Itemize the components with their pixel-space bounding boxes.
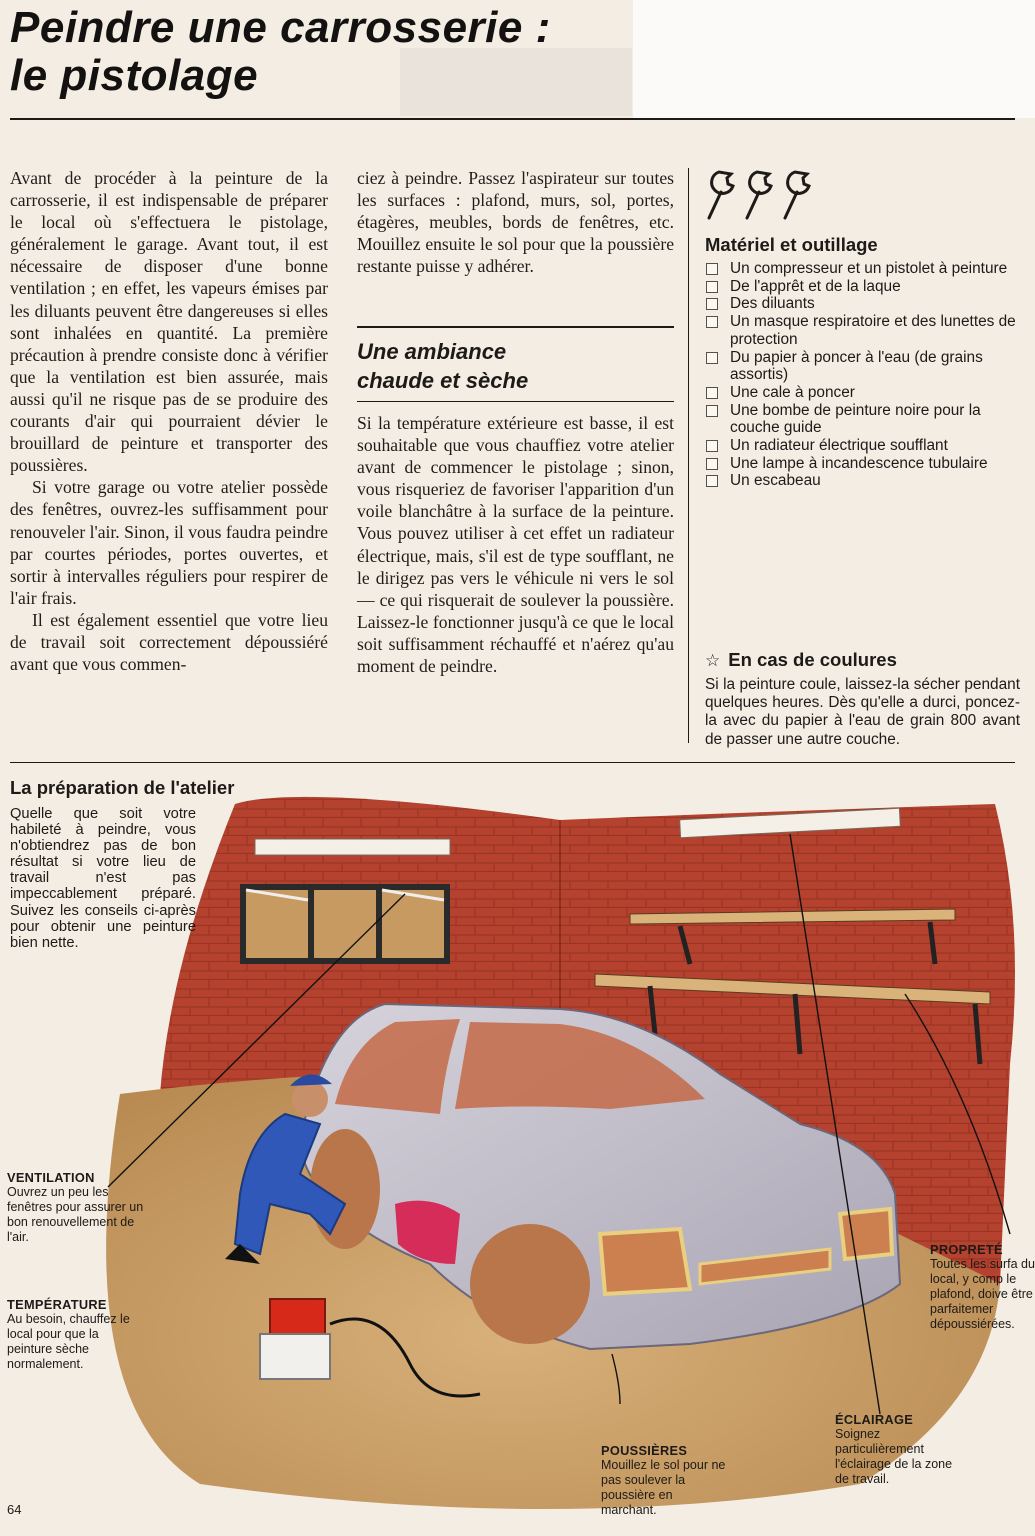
column-divider (688, 168, 689, 743)
faded-page-corner (633, 0, 1035, 118)
list-item (705, 455, 1020, 473)
callout-text: Ouvrez un peu les fenêtres pour assurer un bon renouvellement de l'air. (7, 1185, 144, 1244)
checkbox-icon (706, 475, 718, 487)
temperature-callout (7, 1297, 147, 1372)
checkbox-icon (706, 298, 718, 310)
callout-text: Mouillez le sol pour ne pas soulever la poussière en marchant. (601, 1458, 726, 1517)
callout-text: Toutes les surfa du local, y comp le plafond, doive être parfaitemer dépoussiérées. (930, 1257, 1035, 1331)
ventilation-callout (7, 1170, 157, 1245)
materials-title: Matériel et outillage (705, 234, 878, 255)
illustration-title: La préparation de l'atelier (10, 777, 235, 798)
section-subtitle: Une ambiance chaude et sèche (357, 339, 529, 393)
callout-title: TEMPÉRATURE (7, 1297, 107, 1312)
page-number: 64 (7, 1502, 22, 1517)
list-item-label: De l'apprêt et de la laque (730, 277, 901, 295)
list-item-label: Une lampe à incandescence tubulaire (730, 454, 988, 472)
list-item (705, 313, 1020, 348)
section-rule (10, 762, 1015, 763)
page-title: Peindre une carrosserie : le pistolage (10, 3, 551, 100)
checkbox-icon (706, 263, 718, 275)
list-item-label: Des diluants (730, 295, 815, 313)
list-item-label: Un escabeau (730, 472, 821, 490)
callout-title: POUSSIÈRES (601, 1443, 688, 1458)
checkbox-icon (706, 352, 718, 364)
paragraph: ciez à peindre. Passez l'aspirateur sur toutes les surfaces : plafond, murs, sol, portes, étagères, meubles, bords de fenêtres, etc. Mouillez ensuite le sol pour que la poussière restante puisse y adhérer. (357, 168, 674, 277)
eclairage-callout (835, 1412, 965, 1487)
list-item (705, 402, 1020, 437)
list-item (705, 260, 1020, 278)
callout-title: VENTILATION (7, 1170, 95, 1185)
checkbox-icon (706, 458, 718, 470)
star-icon: ☆ (705, 651, 721, 671)
wrench-icon (705, 168, 830, 222)
checkbox-icon (706, 316, 718, 328)
list-item-label: Du papier à poncer à l'eau (de grains assortis) (730, 348, 983, 384)
paragraph: Si votre garage ou votre atelier possède des fenêtres, ouvrez-les suffisamment pour renouveler l'air. Sinon, il vous faudra peindre par courtes périodes, portes ouvertes, et sortir à intervalles réguliers pour respirer de l'air frais. (10, 477, 328, 608)
paragraph: Il est également essentiel que votre lieu de travail soit correctement dépoussiéré avant que vous commen- (10, 609, 328, 675)
column-1 (10, 167, 328, 675)
section-rule (357, 326, 674, 328)
callout-title: ÉCLAIRAGE (835, 1412, 914, 1427)
title-rule (10, 118, 1015, 120)
illustration-intro: Quelle que soit votre habileté à peindre, vous n'obtiendrez pas de bon résultat si votre lieu de travail n'est pas impeccablement préparé. Suivez les conseils ci-après pour obtenir une peinture bien nette. (10, 806, 196, 951)
list-item-label: Un masque respiratoire et des lunettes de protection (730, 313, 1016, 348)
callout-text: Au besoin, chauffez le local pour que la peinture sèche normalement. (7, 1312, 130, 1371)
callout-text: Soignez particulièrement l'éclairage de la zone de travail. (835, 1427, 953, 1486)
checkbox-icon (706, 405, 718, 417)
list-item-label: Un compresseur et un pistolet à peinture (730, 260, 1008, 277)
list-item (705, 278, 1020, 296)
list-item-label: Un radiateur électrique soufflant (730, 437, 948, 455)
list-item (705, 349, 1020, 384)
coulures-title: En cas de coulures (728, 649, 897, 670)
list-item-label: Une bombe de peinture noire pour la couche guide (730, 401, 981, 437)
list-item (705, 384, 1020, 402)
paragraph: Avant de procéder à la peinture de la carrosserie, il est indispensable de préparer le local où s'effectuera le pistolage, généralement le garage. Avant tout, il est nécessaire de disposer d'une bonne ventilation ; en effet, les vapeurs émises par les diluants peuvent être dangereuses si elles sont inhalées en quantité. La première précaution à prendre consiste donc à vérifier que la ventilation est bien assurée, mais aussi qu'il ne risque pas de se produire des courants d'air qui pourraient dévier le brouillard de peinture et transporter des poussières. (10, 168, 328, 476)
column-2-section (357, 412, 674, 677)
coulures-heading (705, 649, 897, 671)
paragraph: Si la température extérieure est basse, il est souhaitable que vous chauffiez votre atelier avant de commencer le pistolage ; sinon, vous risqueriez de favoriser l'apparition d'un voile blanchâtre à la surface de la peinture. Vous pouvez utiliser à cet effet un radiateur électrique, mais, s'il est de type soufflant, ne le dirigez pas vers le véhicule ni vers le sol — ce qui risquerait de soulever la poussière. Laissez-le fonctionner jusqu'à ce que le local soit suffisamment réchauffé et n'aérez qu'au moment de peindre. (357, 413, 674, 677)
poussieres-callout (601, 1443, 731, 1518)
list-item-label: Une cale à poncer (730, 383, 855, 401)
callout-title: PROPRETÉ (930, 1242, 1003, 1257)
section-rule (357, 401, 674, 402)
list-item (705, 437, 1020, 455)
coulures-text: Si la peinture coule, laissez-la sécher pendant quelques heures. Dès qu'elle a durci, poncez-la avec du papier à l'eau de grain 800 avant de passer une autre couche. (705, 676, 1020, 748)
proprete-callout (930, 1242, 1035, 1332)
checkbox-icon (706, 440, 718, 452)
materials-list (705, 260, 1020, 490)
list-item (705, 295, 1020, 313)
checkbox-icon (706, 387, 718, 399)
column-2-continuation (357, 167, 674, 277)
checkbox-icon (706, 281, 718, 293)
list-item (705, 472, 1020, 490)
